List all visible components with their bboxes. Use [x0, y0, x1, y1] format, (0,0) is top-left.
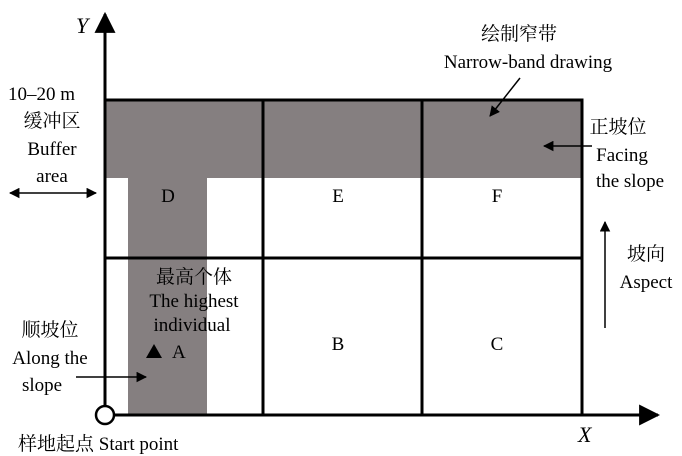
buffer-width: 10–20 m [8, 84, 76, 105]
buffer-en1: Buffer [27, 139, 77, 160]
cell-label-b: B [331, 334, 345, 355]
highest-individual-en1: The highest [149, 291, 239, 312]
start-point-label: 样地起点 Start point [18, 434, 179, 455]
aspect-en: Aspect [619, 272, 673, 293]
facing-slope-en2: the slope [595, 171, 665, 192]
cell-label-f: F [491, 186, 503, 207]
along-slope-en1: Along the [12, 348, 88, 369]
start-point-marker [96, 406, 114, 424]
y-axis-label: Y [76, 13, 89, 38]
narrow-band-en: Narrow-band drawing [443, 52, 613, 73]
cell-label-a: A [172, 342, 186, 363]
narrow-band-top [105, 100, 582, 178]
narrow-band-zh: 绘制窄带 [480, 24, 558, 45]
along-slope-zh: 顺坡位 [21, 320, 79, 341]
buffer-en2: area [36, 166, 68, 187]
facing-slope-en1: Facing [596, 145, 648, 166]
cell-label-c: C [490, 334, 504, 355]
highest-individual-zh: 最高个体 [155, 267, 233, 288]
buffer-zh: 缓冲区 [23, 111, 81, 132]
highest-individual-en2: individual [153, 315, 231, 336]
along-slope-en2: slope [21, 375, 63, 396]
cell-label-d: D [161, 186, 175, 207]
facing-slope-zh: 正坡位 [589, 117, 647, 138]
cell-label-e: E [332, 186, 344, 207]
aspect-zh: 坡向 [626, 244, 666, 265]
x-axis-label: X [578, 422, 592, 447]
